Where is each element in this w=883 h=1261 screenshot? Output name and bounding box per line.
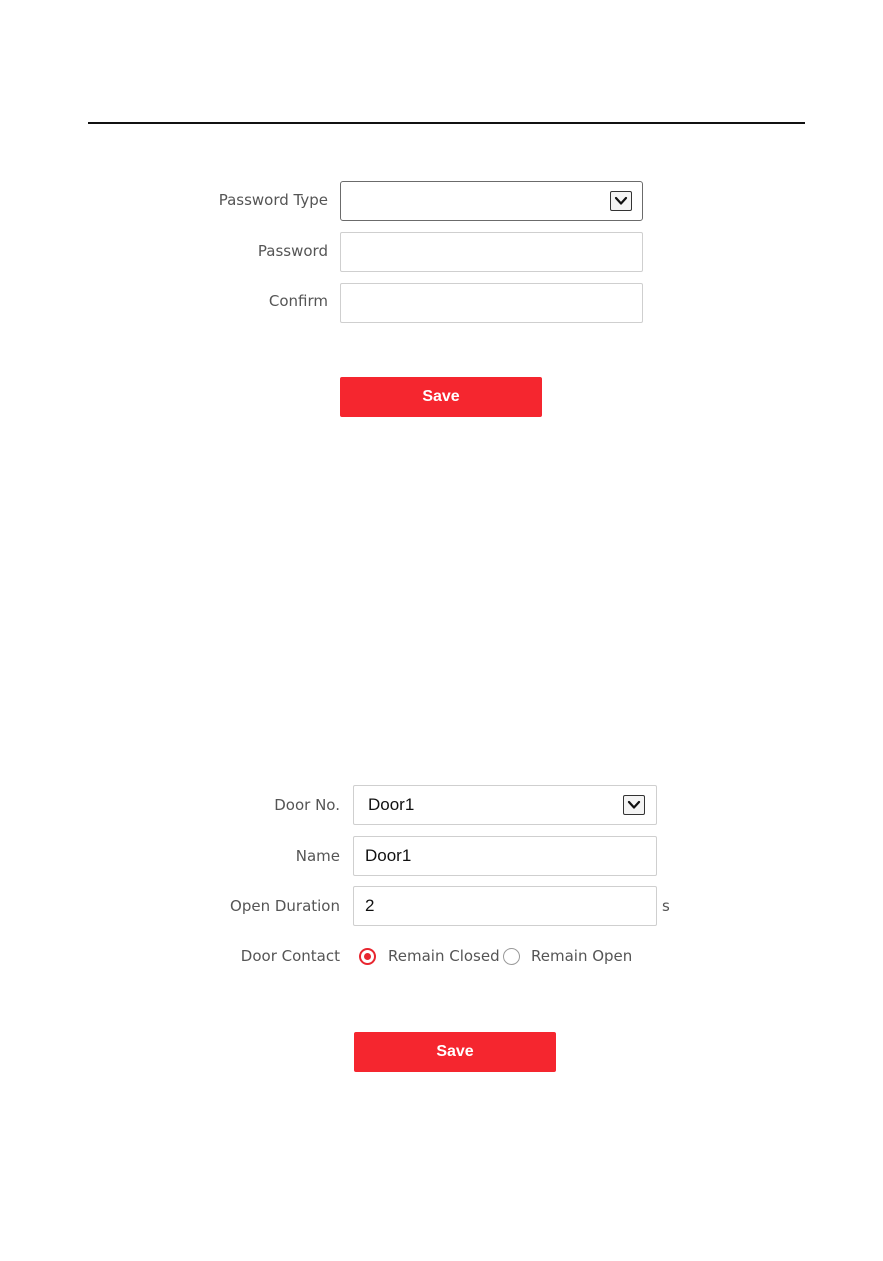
radio-remain-open[interactable]: [503, 948, 520, 965]
door-contact-label: Door Contact: [240, 947, 340, 965]
save-door-button[interactable]: Save: [354, 1032, 556, 1072]
confirm-label: Confirm: [268, 292, 328, 310]
confirm-password-input[interactable]: [340, 283, 643, 323]
open-duration-label: Open Duration: [230, 897, 340, 915]
name-label: Name: [295, 847, 340, 865]
door-no-label: Door No.: [274, 796, 340, 814]
password-input[interactable]: [340, 232, 643, 272]
open-duration-unit: s: [662, 897, 670, 915]
save-password-button[interactable]: Save: [340, 377, 542, 417]
header-divider: [88, 122, 805, 124]
open-duration-value: 2: [365, 896, 375, 915]
password-type-label: Password Type: [218, 191, 328, 209]
password-label: Password: [257, 242, 328, 260]
radio-remain-closed-label[interactable]: Remain Closed: [388, 947, 500, 965]
chevron-down-icon[interactable]: [610, 191, 632, 211]
door-no-select[interactable]: [353, 785, 657, 825]
password-type-select[interactable]: [340, 181, 643, 221]
open-duration-input[interactable]: [353, 886, 657, 926]
radio-remain-open-label[interactable]: Remain Open: [531, 947, 633, 965]
radio-remain-closed[interactable]: [359, 948, 376, 965]
chevron-down-icon[interactable]: [623, 795, 645, 815]
door-no-value: Door1: [368, 795, 415, 814]
door-name-value: Door1: [365, 846, 412, 865]
door-name-input[interactable]: [353, 836, 657, 876]
